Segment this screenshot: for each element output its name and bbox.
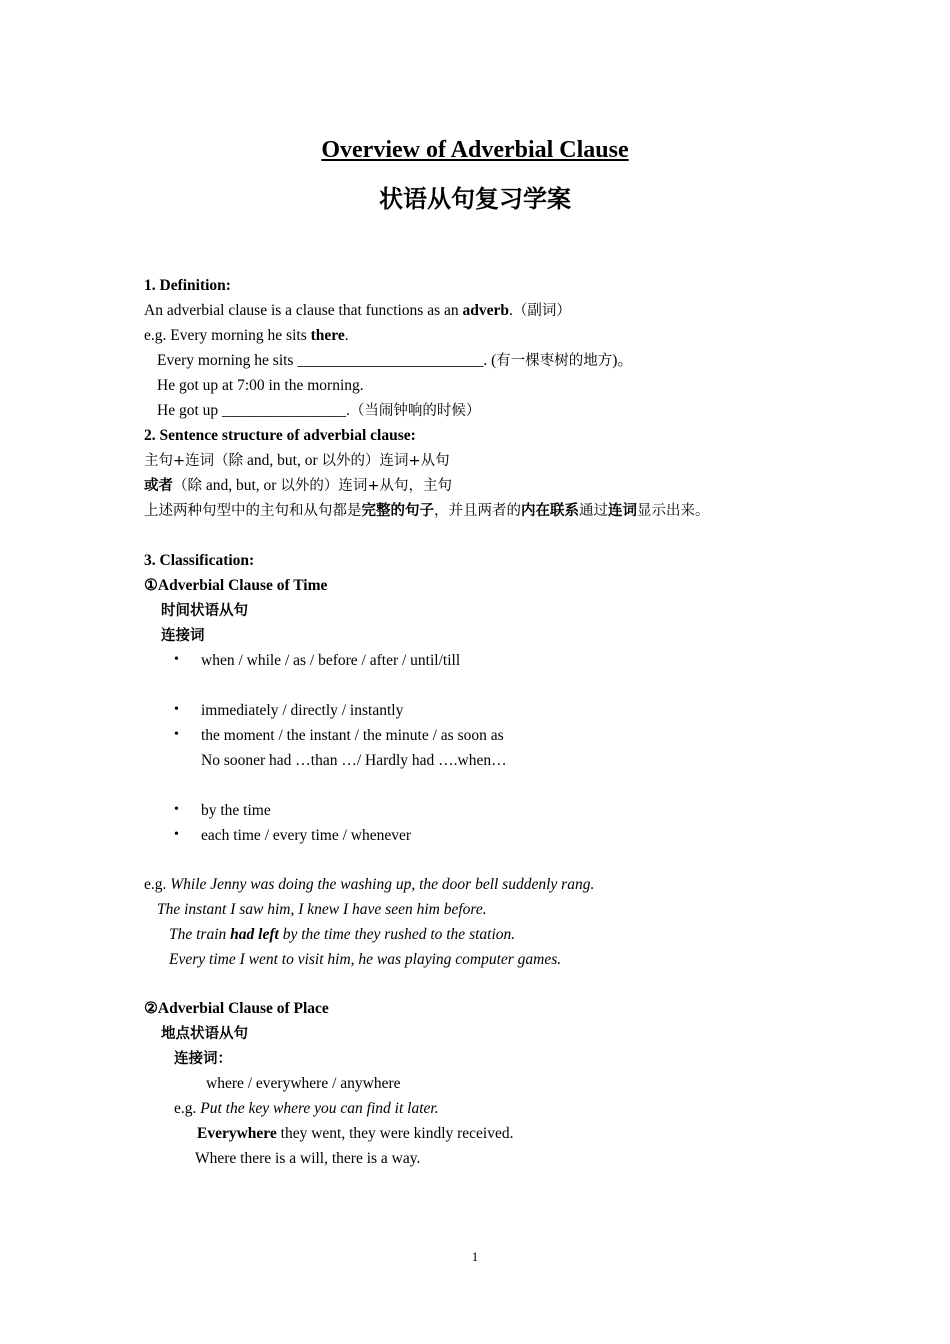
place-example-2: Everywhere they went, they were kindly received. bbox=[197, 1125, 514, 1142]
place-clause-cn-heading: 地点状语从句 bbox=[161, 1026, 248, 1042]
time-conjunction-item: each time / every time / whenever bbox=[201, 827, 412, 844]
place-example-1: e.g. Put the key where you can find it later. bbox=[174, 1100, 439, 1117]
bullet-icon: • bbox=[174, 827, 179, 842]
time-clause-cn-heading: 时间状语从句 bbox=[161, 603, 248, 619]
bullet-icon: • bbox=[174, 702, 179, 717]
bullet-icon: • bbox=[174, 727, 179, 742]
bullet-icon: • bbox=[174, 802, 179, 817]
place-clause-heading: ②Adverbial Clause of Place bbox=[144, 1000, 329, 1017]
definition-text: An adverbial clause is a clause that functions as an adverb.（副词） bbox=[144, 302, 571, 319]
time-conjunction-extra: No sooner had …than …/ Hardly had ….when… bbox=[201, 752, 507, 769]
time-example-4: Every time I went to visit him, he was playing computer games. bbox=[169, 951, 562, 968]
definition-example-4: He got up ________________.（当闹钟响的时候） bbox=[157, 402, 481, 419]
time-clause-heading: ①Adverbial Clause of Time bbox=[144, 577, 328, 594]
document-title: Overview of Adverbial Clause bbox=[321, 137, 629, 163]
structure-line-3: 上述两种句型中的主句和从句都是完整的句子，并且两者的内在联系通过连词显示出来。 bbox=[144, 503, 710, 519]
time-conjunction-item: by the time bbox=[201, 802, 271, 819]
time-conjunction-item: immediately / directly / instantly bbox=[201, 702, 404, 719]
structure-line-1: 主句+连词（除 and, but, or 以外的）连词+从句 bbox=[144, 452, 450, 469]
place-example-3: Where there is a will, there is a way. bbox=[195, 1150, 421, 1167]
time-example-1: e.g. While Jenny was doing the washing up, the door bell suddenly rang. bbox=[144, 876, 595, 893]
definition-example-2: Every morning he sits ________________________. (有一棵枣树的地方)。 bbox=[157, 352, 633, 369]
time-conjunction-label: 连接词 bbox=[161, 628, 205, 644]
classification-heading: 3. Classification: bbox=[144, 552, 255, 569]
time-conjunction-item: the moment / the instant / the minute / as soon as bbox=[201, 727, 504, 744]
time-example-3: The train had left by the time they rushed to the station. bbox=[169, 926, 516, 943]
place-conjunctions: where / everywhere / anywhere bbox=[206, 1075, 401, 1092]
definition-example-1: e.g. Every morning he sits there. bbox=[144, 327, 349, 344]
definition-example-3: He got up at 7:00 in the morning. bbox=[157, 377, 364, 394]
bullet-icon: • bbox=[174, 652, 179, 667]
page-number: 1 bbox=[471, 1249, 479, 1264]
structure-line-2: 或者（除 and, but, or 以外的）连词+从句，主句 bbox=[144, 477, 453, 494]
document-subtitle: 状语从句复习学案 bbox=[379, 185, 571, 213]
time-conjunction-item: when / while / as / before / after / until/till bbox=[201, 652, 461, 669]
place-conjunction-label: 连接词： bbox=[174, 1051, 232, 1067]
time-example-2: The instant I saw him, I knew I have seen him before. bbox=[157, 901, 487, 918]
definition-heading: 1. Definition: bbox=[144, 277, 231, 294]
structure-heading: 2. Sentence structure of adverbial clause: bbox=[144, 427, 416, 444]
